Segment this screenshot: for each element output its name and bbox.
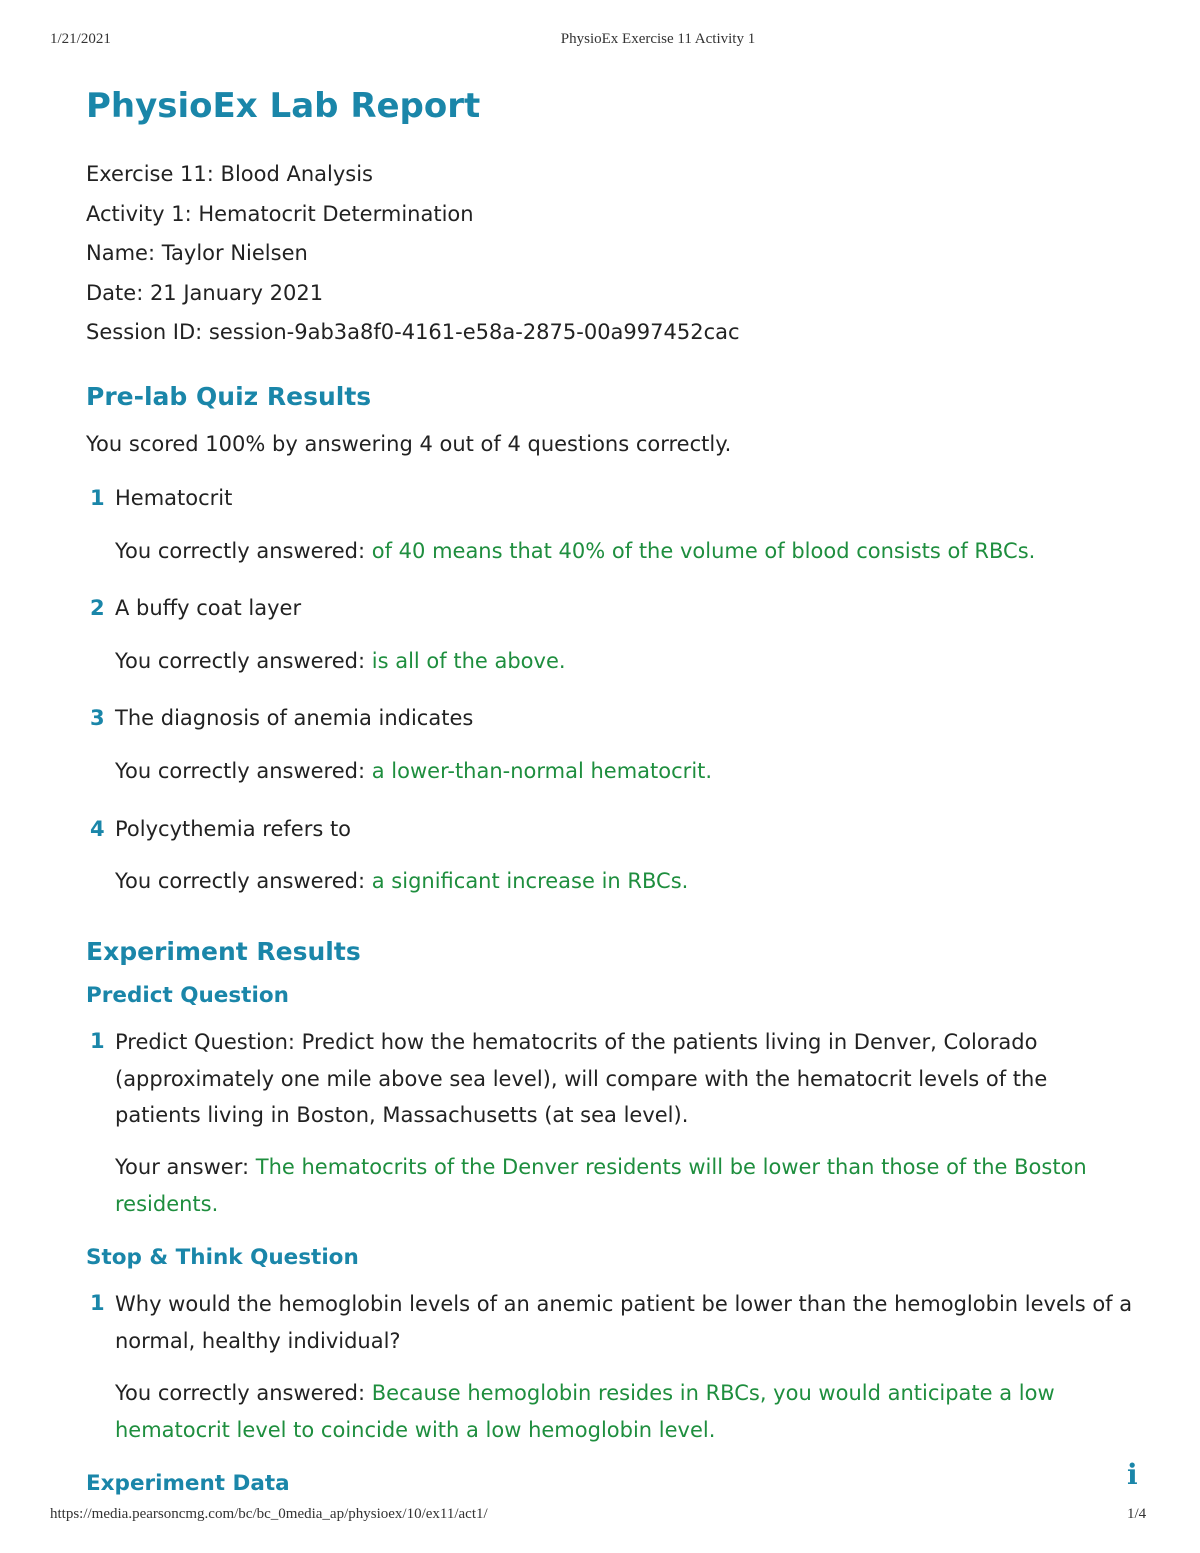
predict-q1-number: 1 — [90, 1029, 105, 1053]
answer-prefix: Your answer: — [115, 1155, 250, 1179]
session-line: Session ID: session-9ab3a8f0-4161-e58a-2875-00a997452cac — [86, 320, 740, 344]
answer-prefix: You correctly answered: — [115, 869, 366, 893]
answer-prefix: You correctly answered: — [115, 1381, 366, 1405]
answer-value: is all of the above. — [371, 649, 566, 673]
report-info — [86, 155, 740, 353]
prelab-heading: Pre-lab Quiz Results — [86, 382, 372, 411]
experiment-data-heading: Experiment Data — [86, 1471, 290, 1496]
prelab-q1-text: Hematocrit — [115, 486, 233, 510]
print-page-number: 1/4 — [1127, 1506, 1147, 1522]
prelab-q3-number: 3 — [90, 706, 105, 730]
answer-value: The hematocrits of the Denver residents will be lower than those of the Boston residents. — [115, 1155, 1087, 1216]
date-line: Date: 21 January 2021 — [86, 280, 324, 305]
predict-q1-text: Predict Question: Predict how the hematocrits of the patients living in Denver, Colorado (approximately one mile above sea level), will compare with the hematocrit levels of the patients living in Boston, Massachusetts (at sea level). — [115, 1030, 1048, 1127]
stop-think-q1-number: 1 — [90, 1291, 105, 1315]
name-line: Name: Taylor Nielsen — [86, 241, 308, 265]
prelab-q3-answer — [115, 753, 1145, 790]
exercise-line: Exercise 11: Blood Analysis — [86, 162, 373, 186]
stop-think-heading: Stop & Think Question — [86, 1245, 359, 1270]
answer-value: of 40 means that 40% of the volume of blood consists of RBCs. — [371, 539, 1036, 563]
prelab-q2-text: A buffy coat layer — [115, 596, 302, 620]
answer-prefix: You correctly answered: — [115, 539, 366, 563]
report-title: PhysioEx Lab Report — [86, 86, 481, 126]
print-url: https://media.pearsoncmg.com/bc/bc_0media_ap/physioex/10/ex11/act1/ — [50, 1506, 488, 1522]
prelab-q2-answer — [115, 643, 1145, 680]
answer-prefix: You correctly answered: — [115, 649, 366, 673]
prelab-score: You scored 100% by answering 4 out of 4 questions correctly. — [86, 432, 732, 456]
answer-value: Because hemoglobin resides in RBCs, you would anticipate a low hematocrit level to coincide with a low hemoglobin level. — [115, 1381, 1055, 1442]
print-doc-title: PhysioEx Exercise 11 Activity 1 — [560, 31, 756, 47]
answer-value: a significant increase in RBCs. — [371, 869, 689, 893]
prelab-q4-answer — [115, 863, 1145, 900]
stop-think-q1-answer — [115, 1375, 1145, 1448]
predict-q1-answer — [115, 1149, 1145, 1222]
info-icon[interactable]: i — [1127, 1458, 1138, 1491]
prelab-q4-text: Polycythemia refers to — [115, 817, 352, 841]
activity-line: Activity 1: Hematocrit Determination — [86, 201, 474, 226]
prelab-q2-number: 2 — [90, 596, 105, 620]
predict-heading: Predict Question — [86, 983, 289, 1008]
prelab-q3-text: The diagnosis of anemia indicates — [115, 706, 474, 730]
answer-value: a lower-than-normal hematocrit. — [371, 759, 713, 783]
answer-prefix: You correctly answered: — [115, 759, 366, 783]
prelab-q1-number: 1 — [90, 486, 105, 510]
prelab-q4-number: 4 — [90, 817, 105, 841]
prelab-q1-answer — [115, 533, 1145, 570]
experiment-heading: Experiment Results — [86, 937, 361, 966]
stop-think-q1-text: Why would the hemoglobin levels of an anemic patient be lower than the hemoglobin levels of a normal, healthy individual? — [115, 1292, 1133, 1353]
print-date: 1/21/2021 — [50, 31, 111, 47]
